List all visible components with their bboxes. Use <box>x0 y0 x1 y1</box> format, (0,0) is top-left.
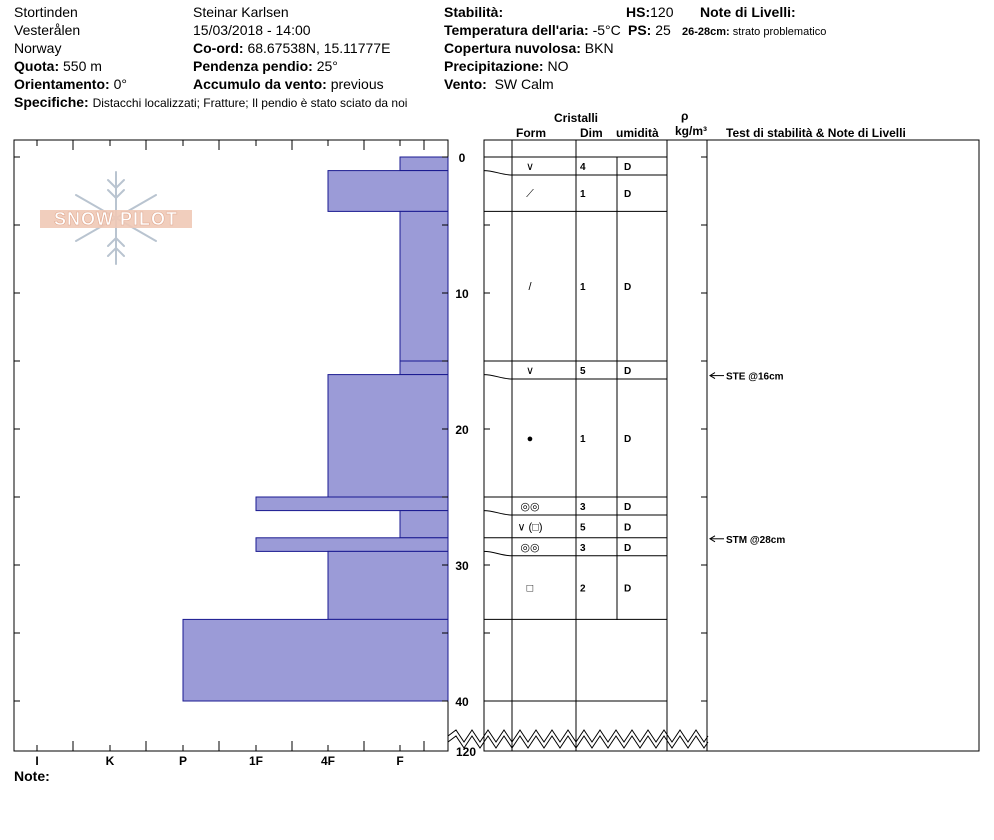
elevation-value: 550 m <box>63 58 102 74</box>
air-temp-label: Temperatura dell'aria: <box>444 22 589 38</box>
sky-label: Copertura nuvolosa: <box>444 40 581 56</box>
hs-label: HS: <box>626 4 651 20</box>
form-header: Form <box>516 126 546 140</box>
grain-form: / <box>528 281 532 294</box>
depth-tick-label: 20 <box>455 423 469 437</box>
wind-value: SW Calm <box>494 76 554 92</box>
stability-label: Stabilità: <box>444 4 504 20</box>
datetime: 15/03/2018 - 14:00 <box>193 22 311 38</box>
sky-value: BKN <box>584 40 614 56</box>
observer: Steinar Karlsen <box>193 4 289 20</box>
grain-size: 3 <box>580 502 586 513</box>
hardness-tick-label: F <box>396 754 404 768</box>
country: Norway <box>14 40 62 56</box>
layer-connector <box>484 511 512 515</box>
grain-size: 4 <box>580 162 586 173</box>
depth-tick-label: 30 <box>455 559 469 573</box>
snowpilot-logo-text: SNOW PILOT <box>54 209 178 229</box>
hardness-tick-label: K <box>105 754 115 768</box>
layer-connector <box>484 171 512 175</box>
wind-label: Vento: <box>444 76 487 92</box>
depth-bottom-label: 120 <box>455 745 477 759</box>
snowpilot-logo <box>40 172 192 264</box>
moisture-value: D <box>624 162 632 173</box>
grain-form: ◎◎ <box>520 501 540 513</box>
grain-size: 1 <box>580 434 586 445</box>
hardness-bar <box>328 551 448 619</box>
grain-size: 1 <box>580 282 586 294</box>
test-label: STE @16cm <box>726 371 784 383</box>
grain-form: □ <box>526 582 534 595</box>
layer-table-frame <box>484 140 979 751</box>
depth-tick-label: 0 <box>458 151 466 165</box>
density-unit-header: kg/m³ <box>675 124 708 138</box>
hs-value: 120 <box>650 4 674 20</box>
aspect-value: 0° <box>113 76 127 92</box>
elevation-label: Quota: <box>14 58 60 74</box>
details-label: Specifiche: <box>14 94 89 110</box>
hardness-tick-label: I <box>35 754 39 768</box>
layer-connector <box>484 551 512 555</box>
grain-size: 5 <box>580 522 586 534</box>
hardness-bar <box>400 511 448 538</box>
note-label: Note: <box>14 768 50 784</box>
ps-value: 25 <box>655 22 671 38</box>
hardness-bar <box>256 538 448 552</box>
hardness-bar <box>400 157 448 171</box>
hardness-bar <box>256 497 448 511</box>
hardness-tick-label: 1F <box>248 754 264 768</box>
grain-size: 2 <box>580 583 586 595</box>
hardness-bar <box>400 361 448 375</box>
coord-label: Co-ord: <box>193 40 244 56</box>
moisture-header: umidità <box>616 126 659 140</box>
details-value: Distacchi localizzati; Fratture; Il pendio è stato sciato da noi <box>92 96 408 110</box>
hardness-tick-label: P <box>178 754 188 768</box>
location: Stortinden <box>14 4 78 20</box>
hardness-tick-label: 4F <box>320 754 336 768</box>
precip-label: Precipitazione: <box>444 58 544 74</box>
grain-form: ◎◎ <box>520 541 540 554</box>
ps-label: PS: <box>628 22 652 38</box>
moisture-value: D <box>624 434 632 445</box>
grain-form: ∨ <box>525 161 535 173</box>
moisture-value: D <box>624 522 632 534</box>
wind-loading-label: Accumulo da vento: <box>193 76 327 92</box>
depth-break-marker <box>448 730 708 742</box>
moisture-value: D <box>624 189 632 201</box>
grain-form: ⟋ <box>526 188 534 201</box>
slope-label: Pendenza pendio: <box>193 58 313 74</box>
test-label: STM @28cm <box>726 534 786 546</box>
depth-tick-label: 40 <box>455 695 469 709</box>
size-header: Dim <box>580 126 603 140</box>
precip-value: NO <box>547 58 569 74</box>
layer-notes-label: Note di Livelli: <box>700 4 796 20</box>
air-temp-value: -5°C <box>592 22 621 38</box>
tests-header: Test di stabilità & Note di Livelli <box>726 126 906 140</box>
moisture-value: D <box>624 366 632 377</box>
hardness-bar <box>183 619 448 701</box>
moisture-value: D <box>624 542 632 554</box>
grain-form: ● <box>526 433 534 445</box>
layer-note-depth: 26-28cm: <box>682 26 730 38</box>
slope-value: 25° <box>316 58 338 74</box>
moisture-value: D <box>624 502 632 513</box>
grain-size: 1 <box>580 189 586 201</box>
hardness-bar <box>400 211 448 361</box>
grain-form: ∨ (□) <box>517 521 543 534</box>
depth-tick-label: 10 <box>455 287 469 301</box>
crystals-header: Cristalli <box>554 111 599 125</box>
region: Vesterålen <box>14 22 81 38</box>
moisture-value: D <box>624 282 632 294</box>
hardness-bar <box>328 171 448 212</box>
layer-note-text: strato problematico <box>732 26 827 38</box>
wind-loading-value: previous <box>330 76 384 92</box>
grain-size: 5 <box>580 366 586 377</box>
coord-value: 68.67538N, 15.11777E <box>247 40 391 56</box>
rho-header: ρ <box>681 109 689 123</box>
grain-size: 3 <box>580 542 586 554</box>
moisture-value: D <box>624 583 632 595</box>
grain-form: ∨ <box>525 365 535 377</box>
aspect-label: Orientamento: <box>14 76 110 92</box>
layer-connector <box>484 375 512 379</box>
hardness-bar <box>328 375 448 497</box>
